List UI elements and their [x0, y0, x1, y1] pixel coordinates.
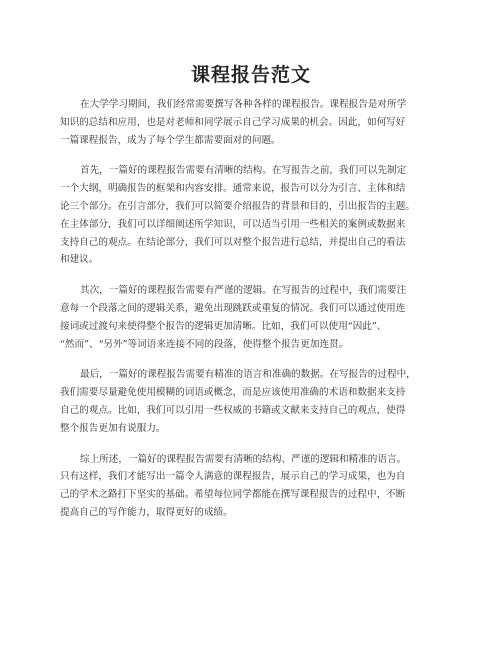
document-title: 课程报告范文	[190, 64, 311, 86]
paragraph-line: “然而”、“另外”等词语来连接不同的段落，使得整个报告更加连贯。	[60, 338, 349, 350]
paragraph-conclusion	[60, 451, 452, 522]
paragraph-intro	[60, 96, 452, 149]
paragraph-line: 只有这样，我们才能写出一篇令人满意的课程报告，展示自己的学习成果，也为自	[60, 471, 406, 483]
paragraph-line: 提高自己的写作能力，取得更好的成绩。	[60, 506, 233, 518]
paragraph-line: 和建议。	[60, 254, 99, 266]
paragraph-line: 支持自己的观点。在结论部分，我们可以对整个报告进行总结，并提出自己的看法	[60, 236, 406, 248]
paragraph-line: 己的学术之路打下坚实的基础。希望每位同学都能在撰写课程报告的过程中，不断	[60, 489, 406, 501]
paragraph-line: 一个大纲，明确报告的框架和内容安排。通常来说，报告可以分为引言、主体和结	[60, 183, 406, 195]
paragraph-line: 在主体部分，我们可以详细阐述所学知识，可以适当引用一些相关的案例或数据来	[60, 218, 406, 230]
paragraph-line: 意每一个段落之间的逻辑关系，避免出现跳跃或重复的情况。我们可以通过使用连	[60, 302, 406, 314]
paragraph-line: 知识的总结和应用，也是对老师和同学展示自己学习成果的机会。因此，如何写好	[60, 116, 406, 128]
paragraph-line: 最后，一篇好的课程报告需要有精准的语言和准确的数据。在写报告的过程中，	[80, 369, 416, 381]
paragraph-line: 整个报告更加有说服力。	[60, 422, 166, 434]
paragraph-line: 自己的观点。比如，我们可以引用一些权威的书籍或文献来支持自己的观点，使得	[60, 404, 406, 416]
paragraph-logic	[60, 282, 452, 353]
paragraph-line: 我们需要尽量避免使用模糊的词语或概念，而是应该使用准确的术语和数据来支持	[60, 387, 406, 399]
document-body	[60, 96, 452, 535]
paragraph-structure	[60, 162, 452, 269]
paragraph-line: 一篇课程报告，成为了每个学生都需要面对的问题。	[60, 134, 281, 146]
paragraph-language	[60, 366, 452, 437]
paragraph-line: 综上所述，一篇好的课程报告需要有清晰的结构、严谨的逻辑和精准的语言。	[80, 453, 407, 465]
paragraph-line: 首先，一篇好的课程报告需要有清晰的结构。在写报告之前，我们可以先制定	[80, 165, 407, 177]
paragraph-line: 论三个部分。在引言部分，我们可以简要介绍报告的背景和目的，引出报告的主题。	[60, 200, 415, 212]
paragraph-line: 在大学学习期间，我们经常需要撰写各种各样的课程报告。课程报告是对所学	[80, 99, 407, 110]
paragraph-line: 接词或过渡句来使得整个报告的逻辑更加清晰。比如，我们可以使用“因此”、	[60, 320, 387, 332]
paragraph-line: 其次，一篇好的课程报告需要有严谨的逻辑。在写报告的过程中，我们需要注	[80, 285, 407, 297]
